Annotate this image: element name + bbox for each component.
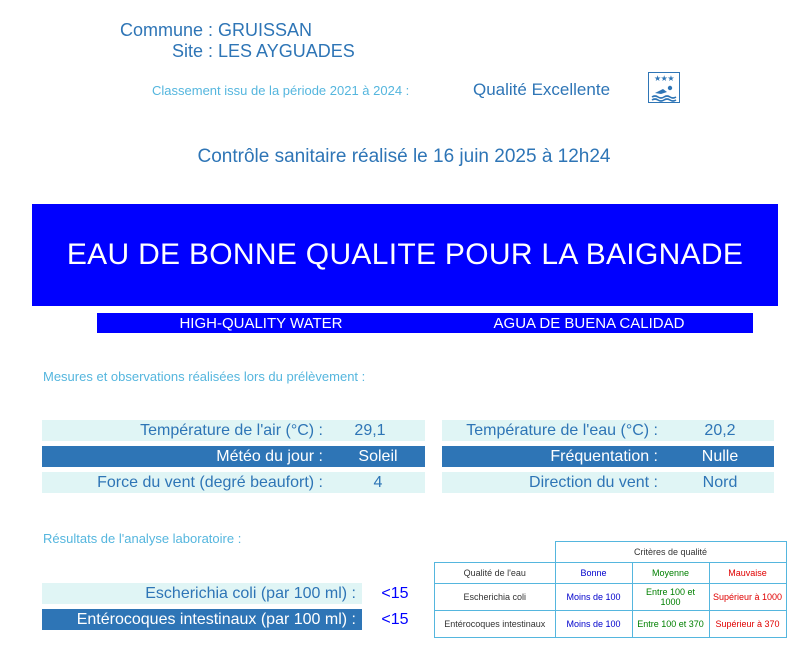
criteres-cell-mauvaise: Supérieur à 1000 bbox=[709, 584, 786, 611]
meteo-value: Soleil bbox=[358, 448, 398, 465]
ecoli-value: <15 bbox=[381, 585, 409, 602]
quality-badge bbox=[648, 72, 680, 103]
criteres-table bbox=[434, 541, 787, 638]
english-translation: HIGH-QUALITY WATER bbox=[179, 315, 343, 332]
wind-force-label: Force du vent (degré beaufort) : bbox=[97, 474, 323, 491]
criteres-cell-moyenne: Entre 100 et 370 bbox=[632, 611, 709, 638]
resultats-title: Résultats de l'analyse laboratoire : bbox=[43, 531, 242, 546]
air-temperature-label: Température de l'air (°C) : bbox=[140, 422, 323, 439]
wind-force-row bbox=[42, 472, 425, 493]
criteres-cell-mauvaise: Supérieur à 370 bbox=[709, 611, 786, 638]
criteres-cell-bonne: Moins de 100 bbox=[555, 584, 632, 611]
enterocoques-label: Entérocoques intestinaux (par 100 ml) : bbox=[76, 611, 356, 628]
air-temperature-row bbox=[42, 420, 425, 441]
classement-label: Classement issu de la période 2021 à 2024 : bbox=[152, 83, 410, 98]
enterocoques-value: <15 bbox=[381, 611, 409, 628]
meteo-label: Météo du jour : bbox=[216, 448, 323, 465]
water-temperature-value: 20,2 bbox=[704, 422, 736, 439]
criteres-title: Critères de qualité bbox=[555, 542, 786, 563]
controle-sanitaire-title: Contrôle sanitaire réalisé le 16 juin 2025 à 12h24 bbox=[197, 146, 611, 167]
criteres-col-moyenne: Moyenne bbox=[632, 563, 709, 584]
frequentation-value: Nulle bbox=[701, 448, 739, 465]
frequentation-label: Fréquentation : bbox=[550, 448, 658, 465]
frequentation-row bbox=[442, 446, 774, 467]
meteo-row bbox=[42, 446, 425, 467]
water-temperature-label: Température de l'eau (°C) : bbox=[466, 422, 658, 439]
criteres-col-bonne: Bonne bbox=[555, 563, 632, 584]
wind-direction-value: Nord bbox=[702, 474, 738, 491]
mesures-title: Mesures et observations réalisées lors du prélèvement : bbox=[43, 369, 366, 384]
water-temperature-row bbox=[442, 420, 774, 441]
air-temperature-value: 29,1 bbox=[354, 422, 386, 439]
wind-force-value: 4 bbox=[373, 474, 383, 491]
criteres-row-name: Escherichia coli bbox=[435, 584, 556, 611]
ecoli-label: Escherichia coli (par 100 ml) : bbox=[145, 585, 356, 602]
criteres-row-name: Entérocoques intestinaux bbox=[435, 611, 556, 638]
quality-banner-text: EAU DE BONNE QUALITE POUR LA BAIGNADE bbox=[66, 238, 744, 271]
translation-banner bbox=[97, 313, 753, 333]
wind-direction-row bbox=[442, 472, 774, 493]
site-label: Site : LES AYGUADES bbox=[172, 41, 355, 61]
criteres-corner bbox=[435, 542, 556, 563]
criteres-col-mauvaise: Mauvaise bbox=[709, 563, 786, 584]
commune-label: Commune : GRUISSAN bbox=[120, 20, 313, 40]
criteres-cell-bonne: Moins de 100 bbox=[555, 611, 632, 638]
criteres-col-qualite: Qualité de l'eau bbox=[435, 563, 556, 584]
quality-banner bbox=[32, 204, 778, 306]
enterocoques-row bbox=[42, 609, 362, 630]
ecoli-row bbox=[42, 583, 362, 604]
wind-direction-label: Direction du vent : bbox=[529, 474, 658, 491]
stars-icon: ★★★ bbox=[653, 74, 674, 83]
swimmer-icon bbox=[649, 84, 679, 102]
spanish-translation: AGUA DE BUENA CALIDAD bbox=[493, 315, 685, 332]
criteres-cell-moyenne: Entre 100 et 1000 bbox=[632, 584, 709, 611]
qualite-label: Qualité Excellente bbox=[473, 80, 611, 99]
